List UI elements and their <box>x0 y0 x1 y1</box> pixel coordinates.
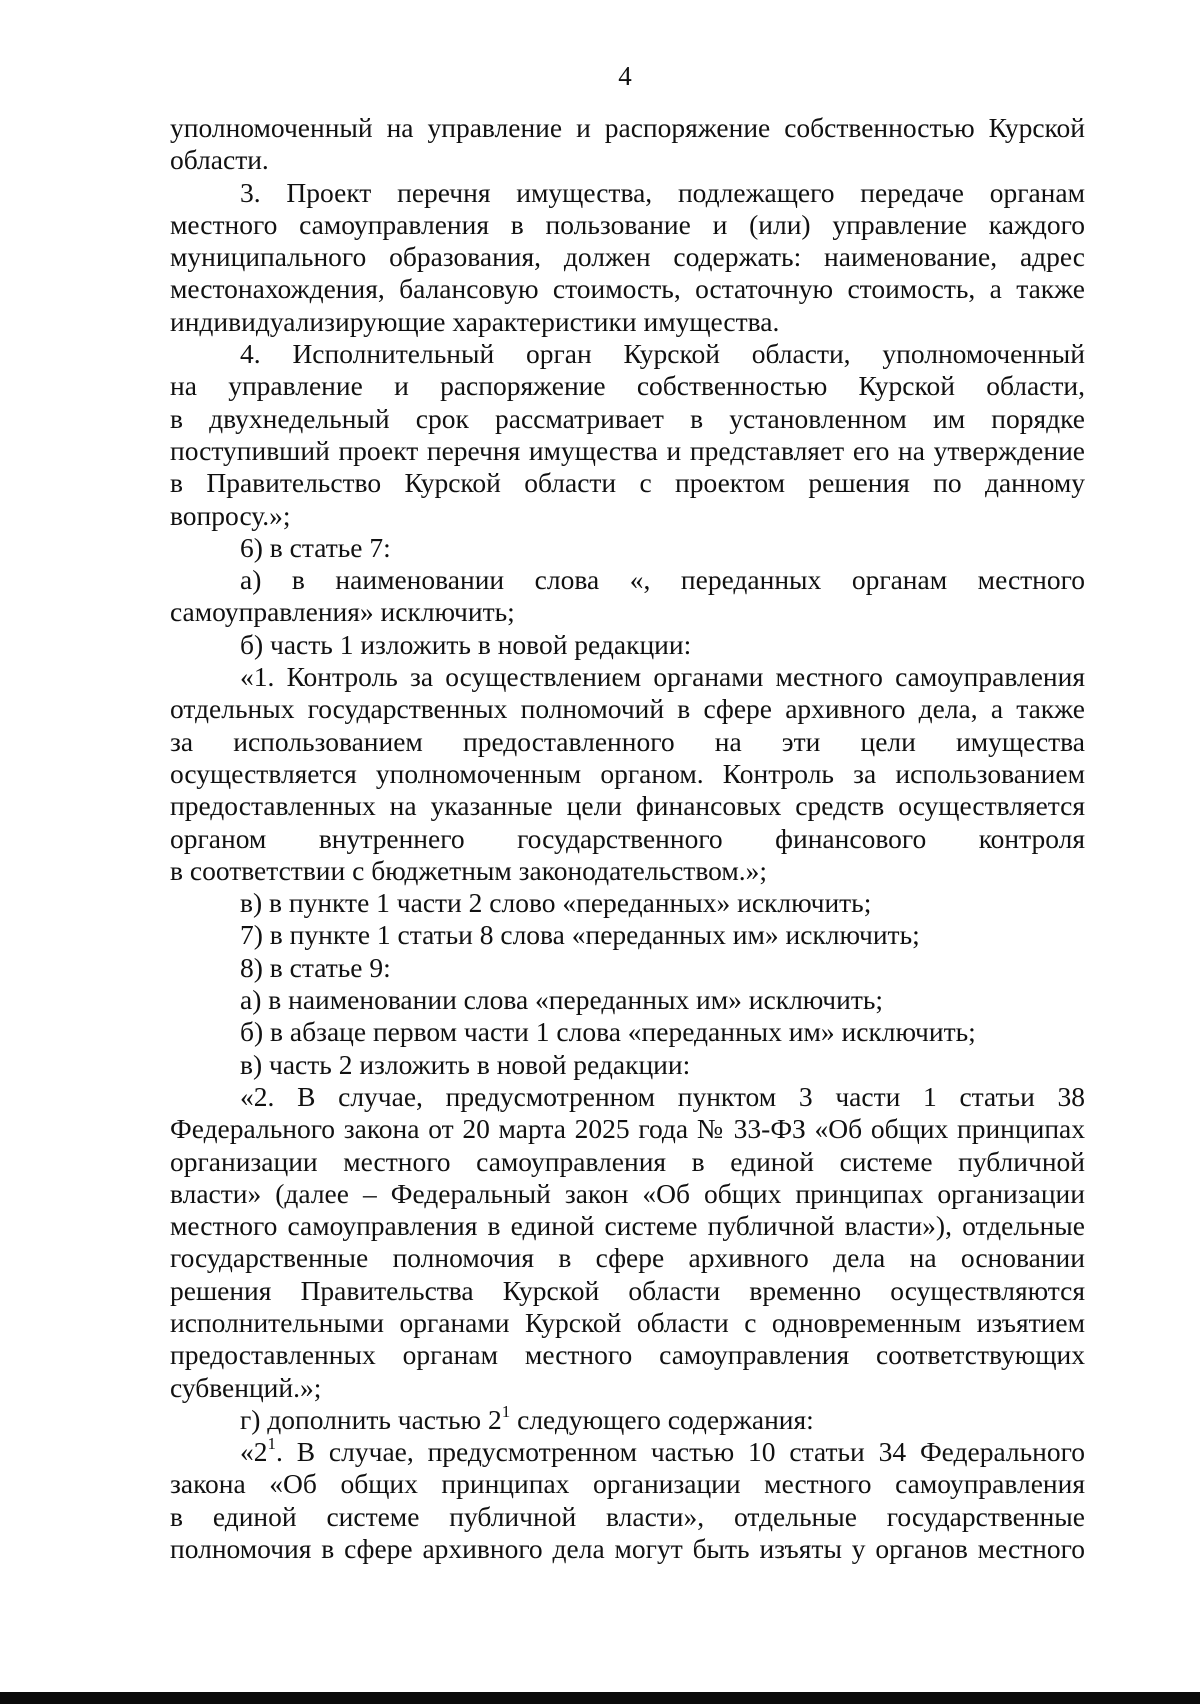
text-line-content: б) часть 1 изложить в новой редакции: <box>240 628 692 660</box>
text-line-content: 7) в пункте 1 статьи 8 слова «переданных им» исключить; <box>240 919 920 951</box>
text-line-content: местного самоуправления в пользование и (или) управление каждого <box>170 208 1085 240</box>
text-line <box>170 661 1085 693</box>
text-line-content: власти» (далее – Федеральный закон «Об общих принципах организации <box>170 1177 1085 1209</box>
text-line <box>170 1533 1085 1565</box>
text-line-content: самоуправления» исключить; <box>170 596 515 628</box>
text-line-content: в Правительство Курской области с проектом решения по данному <box>170 467 1085 499</box>
text-line <box>170 564 1085 596</box>
text-line <box>170 1049 1085 1081</box>
text-line-content: а) в наименовании слова «переданных им» исключить; <box>240 984 884 1016</box>
page-number: 4 <box>618 61 632 91</box>
text-line-content: исполнительными органами Курской области с одновременным изъятием <box>170 1306 1085 1338</box>
text-line <box>170 1501 1085 1533</box>
text-line-content: в двухнедельный срок рассматривает в установленном им порядке <box>170 402 1085 434</box>
text-line-content: «2 <box>240 1436 268 1468</box>
text-line-content: области. <box>170 144 269 176</box>
text-line-content: 3. Проект перечня имущества, подлежащего передаче органам <box>240 176 1085 208</box>
text-line <box>170 1113 1085 1145</box>
text-line <box>170 1339 1085 1371</box>
text-line <box>170 596 1085 628</box>
text-line-content: решения Правительства Курской области временно осуществляются <box>170 1274 1085 1306</box>
text-line <box>170 500 1085 532</box>
superscript: 1 <box>501 1401 511 1421</box>
text-line-content: организации местного самоуправления в единой системе публичной <box>170 1145 1085 1177</box>
text-line-content: 8) в статье 9: <box>240 951 391 983</box>
text-line <box>170 1307 1085 1339</box>
text-line <box>170 984 1085 1016</box>
text-line <box>170 823 1085 855</box>
text-line <box>170 1401 1085 1436</box>
text-line-content: полномочия в сфере архивного дела могут быть изъяты у органов местного <box>170 1533 1085 1565</box>
text-line-content: в соответствии с бюджетным законодательством.»; <box>170 854 768 886</box>
text-line-content: осуществляется уполномоченным органом. Контроль за использованием <box>170 757 1085 789</box>
text-line-content: муниципального образования, должен содержать: наименование, адрес <box>170 241 1085 273</box>
text-line <box>170 1242 1085 1274</box>
text-line <box>170 1016 1085 1048</box>
text-line <box>170 273 1085 305</box>
text-line <box>170 177 1085 209</box>
text-line-content: вопросу.»; <box>170 499 291 531</box>
text-line-content: 4. Исполнительный орган Курской области, уполномоченный <box>240 338 1085 370</box>
text-line-content: Федерального закона от 20 марта 2025 года № 33-ФЗ «Об общих принципах <box>170 1113 1085 1145</box>
text-line-content: поступивший проект перечня имущества и представляет его на утверждение <box>170 434 1085 466</box>
text-line-content: государственные полномочия в сфере архивного дела на основании <box>170 1242 1085 1274</box>
text-line <box>170 790 1085 822</box>
text-line <box>170 1210 1085 1242</box>
text-line <box>170 1146 1085 1178</box>
text-line-content: уполномоченный на управление и распоряжение собственностью Курской <box>170 112 1085 143</box>
text-line-content: а) в наименовании слова «, переданных органам местного <box>240 564 1085 596</box>
text-line <box>170 1372 1085 1404</box>
text-line-content: предоставленных на указанные цели финансовых средств осуществляется <box>170 790 1085 822</box>
document-body <box>170 112 1085 1565</box>
text-line-content: закона «Об общих принципах организации местного самоуправления <box>170 1468 1085 1500</box>
text-line-content: 6) в статье 7: <box>240 531 391 563</box>
text-line-content: органом внутреннего государственного финансового контроля <box>170 822 1085 854</box>
text-line <box>170 144 1085 176</box>
scan-bottom-edge <box>0 1692 1200 1704</box>
text-line <box>170 338 1085 370</box>
text-line-content: предоставленных органам местного самоуправления соответствующих <box>170 1339 1085 1371</box>
text-line <box>170 112 1085 144</box>
text-line-continuation: следующего содержания: <box>510 1403 814 1435</box>
text-line-content: на управление и распоряжение собственностью Курской области, <box>170 370 1085 402</box>
text-line <box>170 629 1085 661</box>
text-line-content: в) в пункте 1 части 2 слово «переданных» исключить; <box>240 887 872 919</box>
text-line-content: «1. Контроль за осуществлением органами местного самоуправления <box>240 661 1085 693</box>
text-line-continuation: . В случае, предусмотренном частью 10 статьи 34 Федерального <box>276 1436 1085 1468</box>
text-line-content: местонахождения, балансовую стоимость, остаточную стоимость, а также <box>170 273 1085 305</box>
text-line <box>170 726 1085 758</box>
text-line <box>170 209 1085 241</box>
text-line <box>170 241 1085 273</box>
text-line <box>170 1436 1085 1468</box>
text-line <box>170 467 1085 499</box>
text-line <box>170 1178 1085 1210</box>
text-line <box>170 952 1085 984</box>
text-line <box>170 887 1085 919</box>
text-line-content: отдельных государственных полномочий в сфере архивного дела, а также <box>170 693 1085 725</box>
text-line-content: в) часть 2 изложить в новой редакции: <box>240 1048 691 1080</box>
text-line <box>170 693 1085 725</box>
text-line-content: б) в абзаце первом части 1 слова «переданных им» исключить; <box>240 1016 976 1048</box>
text-line-content: местного самоуправления в единой системе публичной власти»), отдельные <box>170 1210 1085 1242</box>
text-line <box>170 919 1085 951</box>
text-line-content: в единой системе публичной власти», отдельные государственные <box>170 1500 1085 1532</box>
text-line <box>170 532 1085 564</box>
text-line-content: г) дополнить частью 2 <box>240 1403 502 1435</box>
text-line-content: «2. В случае, предусмотренном пунктом 3 части 1 статьи 38 <box>240 1080 1085 1112</box>
text-line <box>170 403 1085 435</box>
text-line <box>170 306 1085 338</box>
text-line <box>170 435 1085 467</box>
text-line <box>170 758 1085 790</box>
text-line-content: за использованием предоставленного на эти цели имущества <box>170 725 1085 757</box>
text-line-content: субвенций.»; <box>170 1371 322 1403</box>
text-line <box>170 1081 1085 1113</box>
text-line <box>170 855 1085 887</box>
superscript: 1 <box>267 1434 276 1454</box>
text-line-content: индивидуализирующие характеристики имущества. <box>170 305 780 337</box>
text-line <box>170 1275 1085 1307</box>
text-line <box>170 1468 1085 1500</box>
text-line <box>170 370 1085 402</box>
